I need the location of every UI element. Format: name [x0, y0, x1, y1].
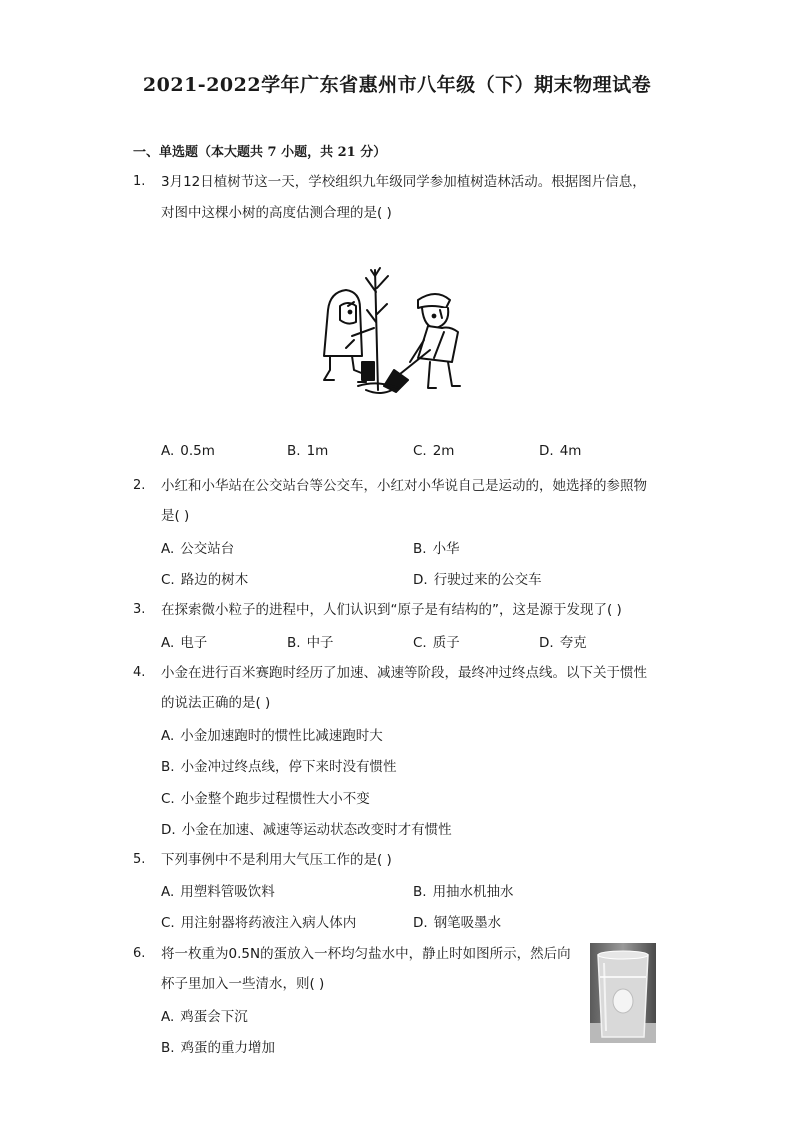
option-text: 钢笔吸墨水: [433, 915, 502, 931]
question-number: 4.: [133, 665, 146, 680]
option-text: 0.5m: [180, 443, 215, 459]
question-text-line: 3月12日植树节这一天，学校组织九年级同学参加植树造林活动。根据图片信息，: [161, 174, 646, 190]
option-a[interactable]: [161, 1005, 248, 1025]
option-label: B.: [287, 635, 301, 651]
option-label: C.: [161, 572, 175, 588]
option-label: A.: [161, 1009, 175, 1025]
option-text: 鸡蛋的重力增加: [180, 1040, 276, 1056]
option-b[interactable]: [287, 443, 328, 459]
page-title: 2021-2022学年广东省惠州市八年级（下）期末物理试卷: [142, 74, 652, 96]
question-text-line: 杯子里加入一些清水，则( ): [161, 976, 325, 992]
question-text-line: 对图中这棵小树的高度估测合理的是( ): [161, 205, 392, 221]
option-label: B.: [413, 884, 427, 900]
option-text: 用注射器将药液注入病人体内: [180, 915, 357, 931]
option-text: 小金加速跑时的惯性比减速跑时大: [180, 728, 383, 744]
option-label: D.: [539, 635, 554, 651]
option-d[interactable]: [413, 568, 542, 588]
question-text-line: 是( ): [161, 508, 190, 524]
option-label: B.: [161, 759, 175, 775]
option-text: 路边的树木: [180, 572, 249, 588]
option-c[interactable]: [413, 443, 454, 459]
question-number: 5.: [133, 852, 146, 867]
option-c[interactable]: [413, 631, 460, 651]
option-b[interactable]: [413, 537, 460, 557]
option-b[interactable]: [287, 631, 334, 651]
question-number: 1.: [133, 174, 146, 189]
option-label: A.: [161, 443, 175, 459]
option-label: D.: [161, 822, 176, 838]
question-text-line: 下列事例中不是利用大气压工作的是( ): [161, 852, 392, 868]
option-label: C.: [161, 915, 175, 931]
option-text: 电子: [180, 635, 208, 651]
option-text: 中子: [306, 635, 334, 651]
option-text: 质子: [432, 635, 460, 651]
option-text: 小华: [432, 541, 460, 557]
option-label: D.: [413, 915, 428, 931]
option-label: D.: [413, 572, 428, 588]
option-a[interactable]: [161, 724, 383, 744]
option-a[interactable]: [161, 443, 215, 459]
question-text-line: 在探索微小粒子的进程中，人们认识到“原子是有结构的”，这是源于发现了( ): [161, 602, 622, 618]
option-c[interactable]: [161, 568, 248, 588]
option-b[interactable]: [413, 880, 514, 900]
egg-in-glass-photo: [590, 943, 656, 1043]
option-label: A.: [161, 728, 175, 744]
option-c[interactable]: [161, 787, 370, 807]
option-label: A.: [161, 884, 175, 900]
option-text: 公交站台: [180, 541, 235, 557]
option-text: 行驶过来的公交车: [433, 572, 542, 588]
option-text: 夸克: [559, 635, 587, 651]
option-d[interactable]: [161, 818, 452, 838]
option-c[interactable]: [161, 911, 356, 931]
option-label: C.: [413, 635, 427, 651]
option-label: C.: [413, 443, 427, 459]
option-d[interactable]: [539, 631, 587, 651]
option-label: C.: [161, 791, 175, 807]
question-text-line: 的说法正确的是( ): [161, 695, 271, 711]
option-text: 用抽水机抽水: [432, 884, 514, 900]
question-number: 2.: [133, 478, 146, 493]
option-label: A.: [161, 635, 175, 651]
option-text: 1m: [306, 443, 329, 459]
option-text: 4m: [559, 443, 582, 459]
option-text: 小金冲过终点线，停下来时没有惯性: [180, 759, 397, 775]
option-text: 小金整个跑步过程惯性大小不变: [180, 791, 370, 807]
option-a[interactable]: [161, 537, 234, 557]
option-b[interactable]: [161, 755, 397, 775]
option-d[interactable]: [539, 443, 581, 459]
option-label: D.: [539, 443, 554, 459]
option-text: 小金在加速、减速等运动状态改变时才有惯性: [181, 822, 452, 838]
option-label: B.: [287, 443, 301, 459]
section-heading: 一、单选题（本大题共 7 小题，共 21 分）: [133, 145, 387, 160]
option-label: B.: [161, 1040, 175, 1056]
option-label: A.: [161, 541, 175, 557]
option-label: B.: [413, 541, 427, 557]
option-a[interactable]: [161, 880, 275, 900]
option-text: 2m: [432, 443, 455, 459]
option-d[interactable]: [413, 911, 501, 931]
question-text-line: 小红和小华站在公交站台等公交车，小红对小华说自己是运动的，她选择的参照物: [161, 478, 647, 494]
option-a[interactable]: [161, 631, 207, 651]
option-b[interactable]: [161, 1036, 275, 1056]
question-text-line: 小金在进行百米赛跑时经历了加速、减速等阶段，最终冲过终点线。以下关于惯性: [161, 665, 647, 681]
question-text-line: 将一枚重为0.5N的蛋放入一杯均匀盐水中，静止时如图所示，然后向: [161, 946, 571, 962]
option-text: 用塑料管吸饮料: [180, 884, 275, 900]
question-number: 6.: [133, 946, 146, 961]
question-number: 3.: [133, 602, 146, 617]
tree-planting-illustration: [318, 262, 474, 398]
option-text: 鸡蛋会下沉: [180, 1009, 248, 1025]
